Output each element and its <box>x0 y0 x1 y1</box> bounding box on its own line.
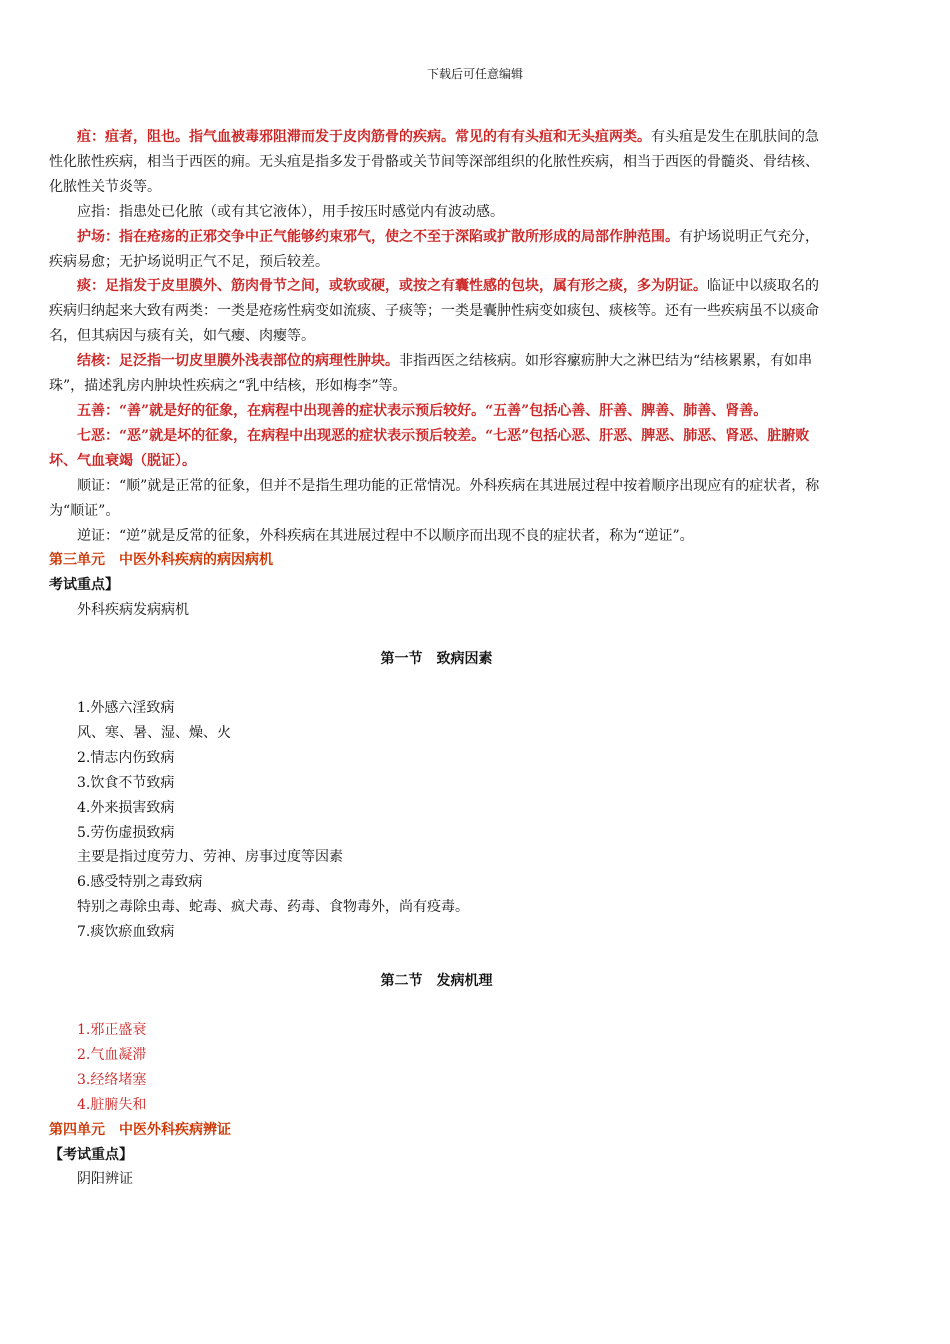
term-definition-red: 痰：足指发于皮里膜外、筋肉骨节之间，或软或硬，或按之有囊性感的包块，属有形之痰，多为阴证。 <box>77 278 707 295</box>
term-explanation: 有头疽是发生在肌肤间的急性化脓性疾病，相当于西医的痈。无头疽是指多发于骨骼或关节间等深部组织的化脓性疾病，相当于西医的骨髓炎、骨结核、化脓性关节炎等。 <box>49 129 819 195</box>
term-shunzheng <box>49 474 824 524</box>
unit4-exam-label: 【考试重点】 <box>49 1146 133 1163</box>
term-explanation: 有护场说明正气充分，疾病易愈；无护场说明正气不足，预后较差。 <box>49 228 819 270</box>
list-item: 4.脏腑失和 <box>77 1096 147 1113</box>
term-explanation: 应指：指患处已化脓（或有其它液体），用手按压时感觉内有波动感。 <box>77 203 504 220</box>
list-item: 5.劳伤虚损致病 <box>77 824 175 841</box>
section2-list <box>49 1018 824 1118</box>
list-item: 特别之毒除虫毒、蛇毒、疯犬毒、药毒、食物毒外，尚有疫毒。 <box>77 899 469 916</box>
unit4-title: 第四单元 中医外科疾病辨证 <box>49 1121 231 1138</box>
term-qie <box>49 424 824 474</box>
term-definition-red: 护场：指在疮疡的正邪交争中正气能够约束邪气，使之不至于深陷或扩散所形成的局部作肿范围。 <box>77 228 679 245</box>
term-explanation: 顺证：“顺”就是正常的征象，但并不是指生理功能的正常情况。外科疾病在其进展过程中按着顺序出现应有的症状者，称为“顺证”。 <box>49 477 820 519</box>
term-tan <box>49 274 824 349</box>
term-ju <box>49 125 824 200</box>
unit4-exam-item: 阴阳辨证 <box>77 1171 133 1188</box>
section2-title: 第二节 发病机理 <box>380 973 493 990</box>
term-wushan <box>49 399 824 424</box>
term-definition-red: 疽：疽者，阻也。指气血被毒邪阻滞而发于皮肉筋骨的疾病。常见的有有头疽和无头疽两类。 <box>77 129 651 145</box>
unit3-exam-label: 考试重点】 <box>49 577 119 594</box>
term-explanation: 逆证：“逆”就是反常的征象，外科疾病在其进展过程中不以顺序而出现不良的症状者，称为“逆证”。 <box>77 527 694 544</box>
list-item: 3.饮食不节致病 <box>77 774 175 791</box>
list-item: 2.气血凝滞 <box>77 1046 147 1063</box>
list-item: 7.痰饮瘀血致病 <box>77 924 175 941</box>
unit3-exam-item: 外科疾病发病病机 <box>77 602 189 619</box>
term-definition-red: 五善：“善”就是好的征象，在病程中出现善的症状表示预后较好。“五善”包括心善、肝善、脾善、肺善、肾善。 <box>77 402 768 419</box>
list-item: 1.外感六淫致病 <box>77 700 175 717</box>
term-explanation: 临证中以痰取名的疾病归纳起来大致有两类：一类是疮疡性病变如流痰、子痰等；一类是囊肿性病变如痰包、痰核等。还有一些疾病虽不以痰命名，但其病因与痰有关，如气瘿、肉瘿等。 <box>49 278 819 345</box>
list-item: 4.外来损害致病 <box>77 799 175 816</box>
section1-title: 第一节 致病因素 <box>380 651 493 668</box>
term-jiehe <box>49 349 824 399</box>
term-nizheng <box>49 524 824 549</box>
section1-list <box>49 696 824 945</box>
list-item: 2.情志内伤致病 <box>77 749 175 766</box>
term-definition-red: 七恶：“恶”就是坏的征象，在病程中出现恶的症状表示预后较差。“七恶”包括心恶、肝恶、脾恶、肺恶、肾恶、脏腑败坏、气血衰竭（脱证）。 <box>49 427 810 469</box>
list-item: 风、寒、暑、湿、燥、火 <box>77 724 231 741</box>
term-huchang <box>49 225 824 275</box>
unit3-title: 第三单元 中医外科疾病的病因病机 <box>49 552 273 569</box>
list-item: 3.经络堵塞 <box>77 1071 147 1088</box>
page-header: 下载后可任意编辑 <box>426 67 523 81</box>
list-item: 6.感受特别之毒致病 <box>77 874 203 891</box>
term-definition-red: 结核：足泛指一切皮里膜外浅表部位的病理性肿块。 <box>77 353 399 370</box>
term-yingzhi <box>49 200 824 225</box>
list-item: 主要是指过度劳力、劳神、房事过度等因素 <box>77 849 343 866</box>
document-body <box>49 125 824 1192</box>
term-explanation: 非指西医之结核病。如形容瘰疬肿大之淋巴结为“结核累累，有如串珠”，描述乳房内肿块性疾病之“乳中结核，形如梅李”等。 <box>49 353 813 395</box>
list-item: 1.邪正盛衰 <box>77 1022 147 1038</box>
